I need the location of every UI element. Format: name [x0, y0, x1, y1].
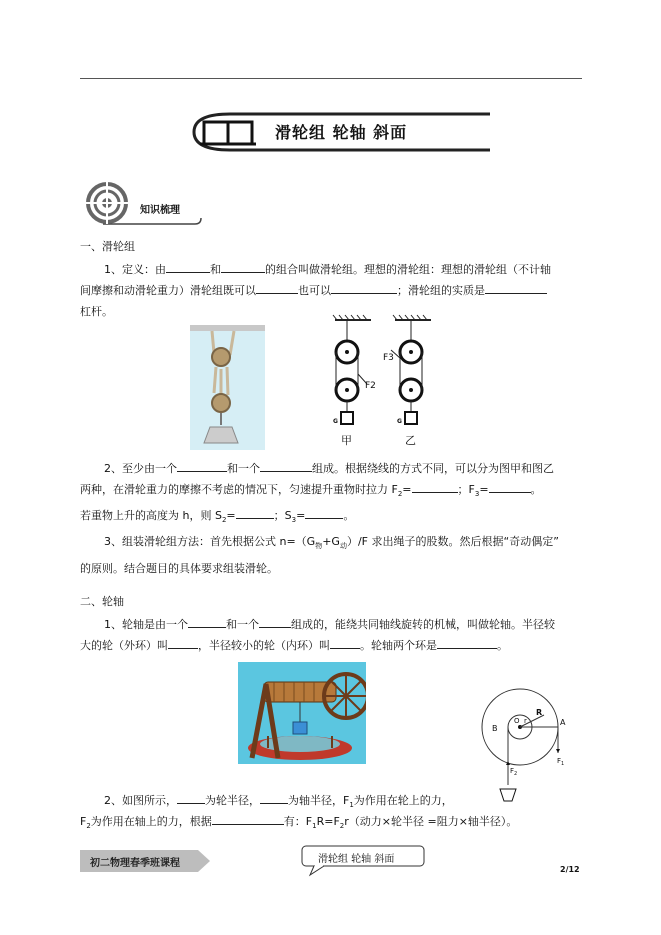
header-rule — [80, 78, 582, 79]
b-label: B — [492, 724, 498, 733]
book-icon — [200, 122, 256, 144]
o-label: O — [514, 717, 520, 725]
f2-label: $F_2$ — [510, 767, 518, 777]
page-title: 滑轮组 轮轴 斜面 — [275, 123, 408, 142]
f3-label: F3 — [383, 353, 394, 363]
yi-label: 乙 — [405, 434, 416, 447]
jia-label: 甲 — [341, 434, 352, 447]
r-big-label: R — [536, 708, 543, 717]
footer-topic: 滑轮组 轮轴 斜面 — [318, 854, 395, 865]
page-number: 2/12 — [560, 865, 580, 874]
section2-para1: 1、轮轴是由一个 和一个 组成的，能绕共同轴线旋转的机械，叫做轮轴。半径较 大的轮（外环）叫 ，半径较小的轮（内环）叫 。轮轴两个环是 。 — [80, 614, 585, 656]
section1-heading: 一、滑轮组 — [80, 240, 135, 253]
r-small-label: r — [524, 717, 527, 725]
pulley-diagrams — [325, 312, 445, 450]
g2-label: G — [397, 418, 402, 425]
section2-para3: $F_2$为作用在轴上的力，根据 有：$F_1R=F_2r$（动力×轮半径 =阻力×轴半径）。 — [80, 811, 585, 837]
target-icon — [86, 182, 128, 224]
section1-para1: 1、定义：由 和 的组合叫做滑轮组。理想的滑轮组：理想的滑轮组（不计轴 间摩擦和动滑轮重力）滑轮组既可以 也可以 ；滑轮组的实质是 杠杆。 — [80, 259, 585, 322]
footer-course: 初二物理春季班课程 — [90, 858, 180, 869]
section-label: 知识梳理 — [140, 205, 180, 216]
windlass-picture — [238, 662, 366, 764]
pulley-photo — [190, 325, 265, 450]
section2-para2: 2、如图所示， 为轮半径， 为轴半径，$F_1$为作用在轮上的力， — [80, 790, 500, 816]
section1-para2: 2、至少由一个 和一个 组成。根据绕线的方式不同，可以分为图甲和图乙 两种，在滑轮重力的摩擦不考虑的情况下，匀速提升重物时拉力 $F_2=$ ；$F_3=$ 。 若重物上升的高度为 h，则 $S_2=$ ；$S_3=$ 。 3、组装滑轮组方法：首先根据公式 $n=(G_物+G_动)/F$ 求出绳子的股数。然后根据“奇动偶定” 的原则。结合题目的具体要求组装滑轮。 — [80, 458, 585, 579]
f2-label: F2 — [365, 381, 376, 391]
g1-label: G — [333, 418, 338, 425]
a-label: A — [560, 718, 566, 727]
f1-label: $F_1$ — [557, 757, 565, 767]
section2-heading: 二、轮轴 — [80, 595, 124, 608]
